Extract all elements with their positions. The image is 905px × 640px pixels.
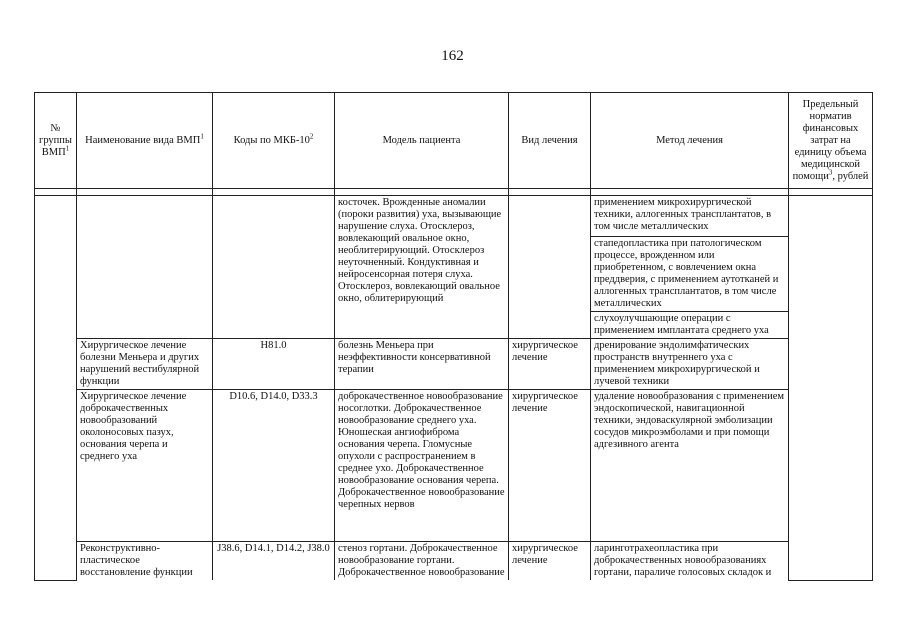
method-cell: удаление новообразования с применением эндоскопической, навигационной техники, эндоваскулярной эмболизации сосудов микроэмболами и при помощи адгезивного агента: [591, 390, 789, 542]
treatment-type-cell: хирургическое лечение: [509, 390, 591, 542]
vmp-name-cell: Реконструктивно-пластическое восстановление функции: [77, 542, 213, 581]
method-cell: ларинготрахеопластика при доброкачественных новообразованиях гортани, параличе голосовых складок и: [591, 542, 789, 581]
table-row: [35, 196, 873, 237]
table-row: [35, 542, 873, 581]
vmp-name-cell: Хирургическое лечение болезни Меньера и других нарушений вестибулярной функции: [77, 339, 213, 390]
method-cell: стапедопластика при патологическом процессе, врожденном или приобретенном, с вовлечением окна преддверия, с применением аутотканей и аллогенных трансплантатов, в том числе металлических: [591, 237, 789, 312]
header-patient-model: Модель пациента: [335, 93, 509, 189]
table-row: [35, 390, 873, 542]
header-row: [35, 93, 873, 189]
method-cell: дренирование эндолимфатических пространств внутреннего уха с применением микрохирургической и лучевой техники: [591, 339, 789, 390]
header-icd-codes: Коды по МКБ-$10^2$: [213, 93, 335, 189]
method-cell: слухоулучшающие операции с применением имплантата среднего уха: [591, 312, 789, 339]
header-treatment-type: Вид лечения: [509, 93, 591, 189]
icd-codes-cell: H81.0: [213, 339, 335, 390]
treatment-type-cell: хирургическое лечение: [509, 339, 591, 390]
header-vmp-name: Наименование вида ВМП$^1$: [77, 93, 213, 189]
treatment-type-cell: хирургическое лечение: [509, 542, 591, 581]
patient-model-cell: косточек. Врожденные аномалии (пороки развития) уха, вызывающие нарушение слуха. Отосклероз, вовлекающий овальное окно, необлитерирующий. Отосклероз неуточненный. Кондуктивная и нейросенсорная потеря слуха. Отосклероз, вовлекающий овальное окно, облитерирующий: [335, 196, 509, 339]
header-treatment-method: Метод лечения: [591, 93, 789, 189]
vmp-name-cell: Хирургическое лечение доброкачественных новообразований околоносовых пазух, основания черепа и среднего уха: [77, 390, 213, 542]
header-group-no: № группы ВМП$^1$: [35, 93, 77, 189]
method-cell: применением микрохирургической техники, аллогенных трансплантатов, в том числе металлических: [591, 196, 789, 237]
spacer-row: [35, 189, 873, 196]
icd-codes-cell: J38.6, D14.1, D14.2, J38.0: [213, 542, 335, 581]
patient-model-cell: стеноз гортани. Доброкачественное новообразование гортани. Доброкачественное новообразование: [335, 542, 509, 581]
patient-model-cell: доброкачественное новообразование носоглотки. Доброкачественное новообразование среднего уха. Юношеская ангиофиброма основания черепа. Гломусные опухоли с распространением в среднее ухо. Доброкачественное новообразование основания черепа. Доброкачественное новообразование черепных нервов: [335, 390, 509, 542]
header-cost-norm: Предельный норматив финансовых затрат на единицу объема медицинской помощи$^3$, рублей: [789, 93, 873, 189]
icd-codes-cell: D10.6, D14.0, D33.3: [213, 390, 335, 542]
patient-model-cell: болезнь Меньера при неэффективности консервативной терапии: [335, 339, 509, 390]
table-row: [35, 339, 873, 390]
page-number: 162: [441, 48, 464, 64]
vmp-table: [34, 92, 873, 581]
